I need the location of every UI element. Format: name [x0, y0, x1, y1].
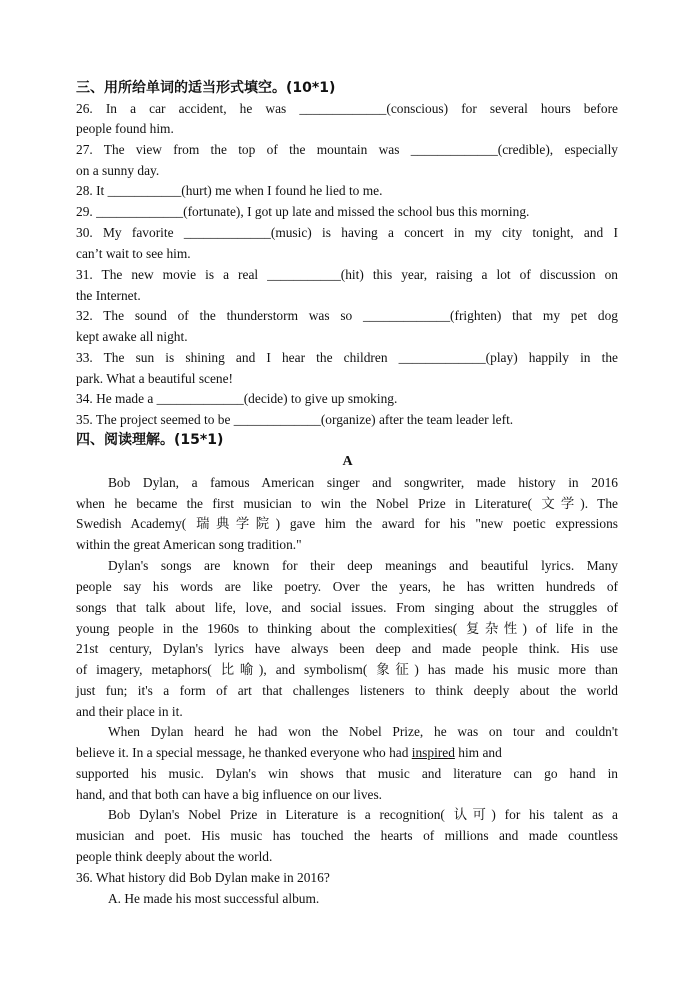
passage-label: A	[342, 454, 353, 469]
question-30-line-2: can’t wait to see him.	[76, 246, 191, 261]
question-31-line-2: the Internet.	[76, 288, 141, 303]
passage-p2-line-3: songs that talk about life, love, and social issues. From singing about the struggles of	[76, 600, 618, 615]
passage-p3-line-1: When Dylan heard he had won the Nobel Prize, he was on tour and couldn't	[108, 724, 618, 739]
section-4-heading: 四、阅读理解。(15*1)	[76, 432, 224, 448]
question-28: 28. It ___________(hurt) me when I found he lied to me.	[76, 183, 383, 198]
passage-p1-line-4: within the great American song tradition."	[76, 537, 302, 552]
passage-p1-line-1: Bob Dylan, a famous American singer and songwriter, made history in 2016	[108, 475, 618, 490]
question-26-line-1: 26. In a car accident, he was _____________(conscious) for several hours before	[76, 101, 618, 116]
question-30-line-1: 30. My favorite _____________(music) is having a concert in my city tonight, and I	[76, 225, 618, 240]
passage-p2-line-5: 21st century, Dylan's lyrics have always been deep and made people think. His use	[76, 641, 618, 656]
question-36-option-a: A. He made his most successful album.	[108, 891, 320, 906]
passage-p3-line-3: supported his music. Dylan's win shows that music and literature can go hand in	[76, 766, 618, 781]
passage-p2-line-7: just fun; it's a form of art that challenges listeners to think deeply about the world	[76, 683, 618, 698]
passage-p3-line-2-end: him and	[458, 745, 502, 760]
passage-p1-line-3: Swedish Academy( 瑞典学院) gave him the award for his "new poetic expressions	[76, 516, 618, 531]
question-36: 36. What history did Bob Dylan make in 2016?	[76, 870, 330, 885]
passage-p3-line-2	[76, 744, 618, 762]
passage-p2-line-6: of imagery, metaphors( 比喻), and symbolism( 象征) has made his music more than	[76, 662, 618, 677]
passage-p1-line-2: when he became the first musician to win the Nobel Prize in Literature( 文学). The	[76, 496, 618, 511]
question-32-line-1: 32. The sound of the thunderstorm was so _____________(frighten) that my pet dog	[76, 308, 618, 323]
question-31-line-1: 31. The new movie is a real ___________(hit) this year, raising a lot of discussion on	[76, 267, 618, 282]
passage-p2-line-2: people say his words are like poetry. Over the years, he has written hundreds of	[76, 579, 618, 594]
passage-p2-line-4: young people in the 1960s to thinking about the complexities( 复杂性) of life in the	[76, 621, 618, 636]
question-34: 34. He made a _____________(decide) to give up smoking.	[76, 391, 398, 406]
question-33-line-1: 33. The sun is shining and I hear the children _____________(play) happily in the	[76, 350, 618, 365]
question-32-line-2: kept awake all night.	[76, 329, 188, 344]
passage-p4-line-1: Bob Dylan's Nobel Prize in Literature is a recognition( 认可) for his talent as a	[108, 807, 618, 822]
passage-p2-line-1: Dylan's songs are known for their deep meanings and beautiful lyrics. Many	[108, 558, 618, 573]
passage-p2-line-8: and their place in it.	[76, 704, 183, 719]
passage-p4-line-3: people think deeply about the world.	[76, 849, 273, 864]
question-35: 35. The project seemed to be _____________(organize) after the team leader left.	[76, 412, 514, 427]
question-27-line-2: on a sunny day.	[76, 163, 160, 178]
question-26-line-2: people found him.	[76, 121, 174, 136]
question-33-line-2: park. What a beautiful scene!	[76, 371, 234, 386]
passage-p4-line-2: musician and poet. His music has touched the hearts of millions and made countless	[76, 828, 618, 843]
inspired-underlined-word: inspired	[411, 745, 455, 760]
question-27-line-1: 27. The view from the top of the mountain was _____________(credible), especially	[76, 142, 618, 157]
passage-p3-line-2-text: believe it. In a special message, he thanked everyone who had	[76, 745, 409, 760]
passage-p3-line-4: hand, and that both can have a big influence on our lives.	[76, 787, 383, 802]
section-3-heading: 三、用所给单词的适当形式填空。(10*1)	[76, 80, 336, 96]
question-29: 29. _____________(fortunate), I got up late and missed the school bus this morning.	[76, 204, 530, 219]
